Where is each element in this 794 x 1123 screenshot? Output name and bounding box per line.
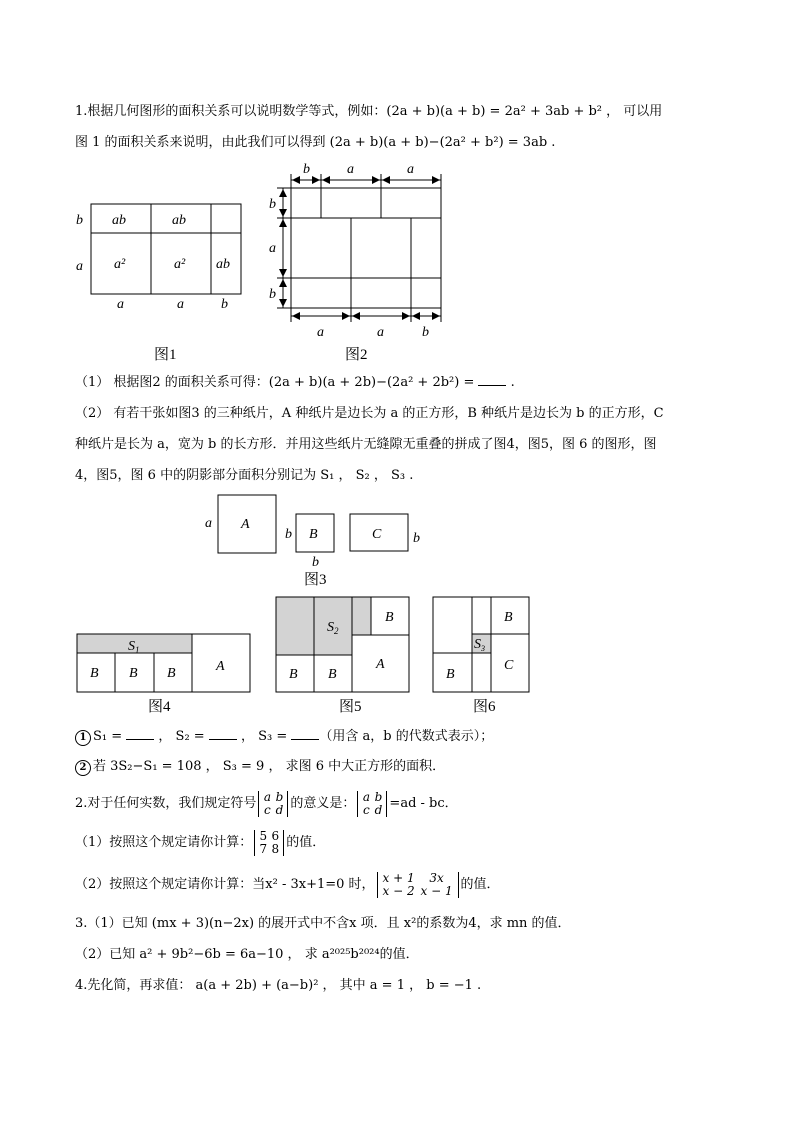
fig5-caption: 图5 bbox=[339, 699, 362, 715]
fig2-bottom-b: b bbox=[422, 325, 429, 340]
figure-1 bbox=[70, 200, 250, 363]
fig4-A: A bbox=[216, 659, 225, 674]
fig5-B-top: B bbox=[385, 610, 394, 625]
fig6-shaded-label: $S_3$ bbox=[474, 637, 485, 653]
fig1-cell-ab-1: ab bbox=[112, 213, 126, 228]
answer-blank-s2 bbox=[209, 727, 237, 740]
fig6-C: C bbox=[504, 658, 514, 673]
determinant-x: x + 1 3x x − 2 x − 1 bbox=[377, 872, 459, 898]
figure-3 bbox=[200, 492, 430, 587]
fig1-cell-a2-1: a² bbox=[114, 257, 126, 272]
answer-blank bbox=[478, 373, 506, 386]
fig1-col-label-a1: a bbox=[117, 297, 124, 312]
q2-part2 bbox=[75, 871, 500, 899]
q1-intro-line1: 1.根据几何图形的面积关系可以说明数学等式，例如：(2a + b)(a + b) = 2a² + 3ab + b² ， 可以用 bbox=[75, 104, 663, 119]
fig6-B-top: B bbox=[504, 610, 513, 625]
fig3-caption: 图3 bbox=[304, 572, 327, 588]
determinant-5678: 5 6 7 8 bbox=[254, 830, 284, 856]
q1-sub1-c: ， S₃ = bbox=[236, 729, 292, 744]
fig4-caption: 图4 bbox=[148, 699, 171, 715]
fig2-top-a1: a bbox=[347, 162, 354, 177]
determinant-symbol-1: a b c d bbox=[258, 791, 288, 817]
fig3-label-C: C bbox=[372, 527, 382, 542]
q2-part2-a: （2）按照这个规定请你计算：当x² - 3x+1=0 时， bbox=[75, 877, 375, 892]
q1-sub1-b: ， S₂ = bbox=[154, 729, 209, 744]
q1-part1-end: . bbox=[506, 375, 515, 390]
fig3-side-b-left: b bbox=[285, 527, 292, 542]
q3-part1: 3.（1）已知 (mx + 3)(n−2x) 的展开式中不含x 项．且 x²的系数为4，求 mn 的值． bbox=[75, 916, 571, 931]
q1-part1 bbox=[75, 373, 515, 392]
fig2-top-b: b bbox=[303, 162, 310, 177]
fig6-caption: 图6 bbox=[473, 699, 496, 715]
fig3-side-a: a bbox=[205, 516, 212, 531]
q2-intro-b: 的意义是： bbox=[290, 796, 356, 811]
fig2-top-a2: a bbox=[407, 162, 414, 177]
q1-intro-line2: 图 1 的面积关系来说明，由此我们可以得到 (2a + b)(a + b)−(2a² + b²) = 3ab . bbox=[75, 135, 556, 150]
q2-part1-b: 的值． bbox=[286, 835, 326, 850]
fig4-B1: B bbox=[90, 666, 99, 681]
fig2-caption: 图2 bbox=[345, 347, 368, 363]
q1-part2-line2: 种纸片是长为 a，宽为 b 的长方形．并用这些纸片无缝隙无重叠的拼成了图4，图5，图 6 的图形，图 bbox=[75, 437, 657, 452]
fig3-side-b-right: b bbox=[413, 531, 420, 546]
fig3-side-b-bottom: b bbox=[312, 555, 319, 570]
fig1-caption: 图1 bbox=[154, 347, 177, 363]
fig1-col-label-a2: a bbox=[177, 297, 184, 312]
fig1-cell-a2-2: a² bbox=[174, 257, 186, 272]
fig2-bottom-a2: a bbox=[377, 325, 384, 340]
circled-1: 1 bbox=[75, 730, 91, 746]
fig1-col-label-b: b bbox=[221, 297, 228, 312]
q1-sub1-a: S₁ = bbox=[93, 729, 127, 744]
fig5-B1: B bbox=[289, 667, 298, 682]
q3-part2: （2）已知 a² + 9b²−6b = 6a−10 ， 求 a²⁰²⁵b²⁰²⁴的值． bbox=[75, 947, 419, 962]
q1-part1-text: （1） 根据图2 的面积关系可得：(2a + b)(a + 2b)−(2a² + 2b²) = bbox=[75, 375, 479, 390]
fig6-B-bottom: B bbox=[446, 667, 455, 682]
fig4-B2: B bbox=[129, 666, 138, 681]
answer-blank-s3 bbox=[291, 727, 319, 740]
fig2-left-a: a bbox=[269, 241, 276, 256]
fig4-B3: B bbox=[167, 666, 176, 681]
q2-intro-a: 2.对于任何实数，我们规定符号 bbox=[75, 796, 257, 811]
circled-2: 2 bbox=[75, 760, 91, 776]
figure-5 bbox=[275, 594, 415, 719]
fig2-left-b2: b bbox=[269, 287, 276, 302]
fig2-bottom-a1: a bbox=[317, 325, 324, 340]
figure-4 bbox=[76, 594, 256, 719]
q4-text: 4.先化简，再求值： a(a + 2b) + (a−b)² ， 其中 a = 1 ， b = −1 . bbox=[75, 978, 482, 993]
fig1-row-label-a: a bbox=[76, 259, 83, 274]
figure-2 bbox=[265, 160, 455, 365]
q2-intro bbox=[75, 790, 458, 818]
q1-sub2 bbox=[75, 758, 445, 776]
q2-intro-c: =ad - bc． bbox=[389, 796, 458, 811]
q1-sub2-text: 若 3S₂−S₁ = 108 ， S₃ = 9 ， 求图 6 中大正方形的面积． bbox=[93, 759, 446, 774]
q1-part2-line1: （2） 有若干张如图3 的三种纸片，A 种纸片是边长为 a 的正方形，B 种纸片是边长为 b 的正方形，C bbox=[75, 406, 664, 421]
fig5-A: A bbox=[376, 657, 385, 672]
fig3-label-B: B bbox=[309, 527, 318, 542]
fig2-left-b1: b bbox=[269, 197, 276, 212]
determinant-symbol-2: a b c d bbox=[357, 791, 387, 817]
q2-part1-a: （1）按照这个规定请你计算： bbox=[75, 835, 253, 850]
fig1-row-label-b: b bbox=[76, 213, 83, 228]
figure-6 bbox=[432, 594, 542, 719]
q1-part2-line3: 4，图5，图 6 中的阴影部分面积分别记为 S₁ ， S₂ ， S₃ . bbox=[75, 468, 414, 483]
q2-part1 bbox=[75, 829, 325, 857]
fig1-cell-ab-3: ab bbox=[216, 257, 230, 272]
q1-sub1-d: （用含 a，b 的代数式表示）； bbox=[319, 729, 494, 744]
fig5-shaded-label: $S_2$ bbox=[327, 620, 339, 636]
fig4-shaded-label: $S_1$ bbox=[128, 639, 140, 655]
answer-blank-s1 bbox=[126, 727, 154, 740]
q1-sub1 bbox=[75, 727, 493, 746]
fig3-label-A: A bbox=[241, 517, 250, 532]
fig1-cell-ab-2: ab bbox=[172, 213, 186, 228]
q2-part2-b: 的值． bbox=[460, 877, 500, 892]
fig5-B2: B bbox=[328, 667, 337, 682]
